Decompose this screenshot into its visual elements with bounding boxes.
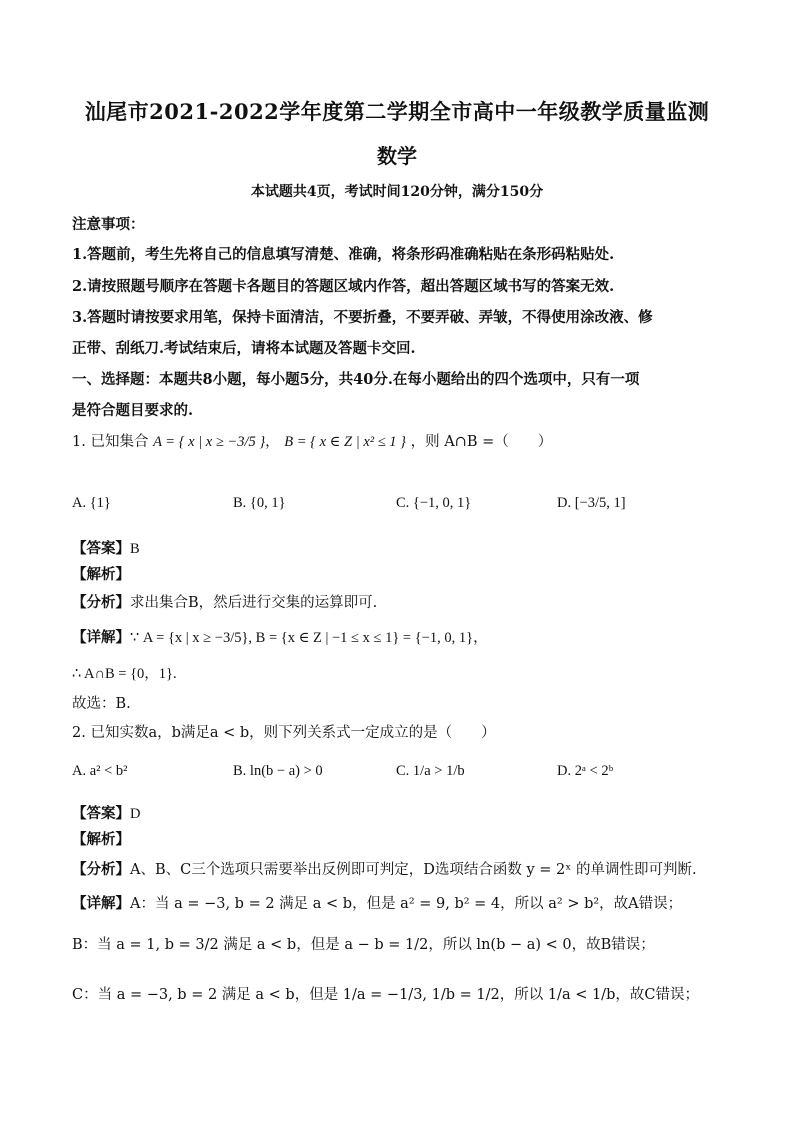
q1-answer-value: B [130, 541, 140, 557]
q1-stem: 1. 已知集合 A = { x | x ≥ −3/5 }， B = { x ∈ Z | x² ≤ 1 } ，则 A∩B =（ ） [72, 434, 553, 450]
q1-option-c: C. {−1, 0, 1} [396, 495, 472, 511]
q2-line-c: C：当 a = −3, b = 2 满足 a < b，但是 1/a = −1/3, 1/b = 1/2，所以 1/a < 1/b，故C错误； [72, 987, 699, 1003]
q2-stem: 2. 已知实数a，b满足a < b，则下列关系式一定成立的是（ ） [72, 725, 496, 741]
q1-fenxi-text: 求出集合B，然后进行交集的运算即可. [130, 595, 378, 611]
q2-xiangjie-tag: 【详解】 [72, 895, 130, 912]
q1-fenxi [72, 591, 377, 612]
q2-xiangjie [72, 892, 682, 913]
q1-ask: ，则 A∩B =（ ） [410, 434, 553, 450]
q1-prefix: 1. 已知集合 [72, 434, 149, 450]
q1-xiangjie [72, 626, 488, 647]
notice-1: 1.答题前，考生先将自己的信息填写清楚、准确，将条形码准确粘贴在条形码粘贴处. [72, 246, 615, 263]
q1-analysis-tag: 【解析】 [72, 566, 130, 583]
q1-fenxi-tag: 【分析】 [72, 594, 130, 611]
q1-conclusion: ∴ A∩B = {0，1}. [72, 666, 177, 682]
q1-choose: 故选：B. [72, 696, 131, 712]
notice-heading: 注意事项： [72, 216, 145, 233]
notice-3-cont: 正带、刮纸刀.考试结束后，请将本试题及答题卡交回. [72, 340, 416, 357]
section-1-heading: 一、选择题：本题共8小题，每小题5分，共40分.在每小题给出的四个选项中，只有一项 [72, 371, 640, 388]
q2-option-b: B. ln(b − a) > 0 [233, 763, 323, 779]
exam-title: 汕尾市2021-2022学年度第二学期全市高中一年级教学质量监测 [84, 99, 710, 124]
q2-option-a: A. a² < b² [72, 763, 128, 779]
notice-2: 2.请按照题号顺序在答题卡各题目的答题区域内作答，超出答题区域书写的答案无效. [72, 278, 615, 295]
q1-xiangjie-tag: 【详解】 [72, 629, 130, 646]
q2-option-c: C. 1/a > 1/b [396, 763, 465, 779]
q2-fenxi-text: A、B、C三个选项只需要举出反例即可判定，D选项结合函数 y = 2ˣ 的单调性即可判断. [130, 862, 697, 878]
q2-fenxi-tag: 【分析】 [72, 861, 130, 878]
q1-answer-tag: 【答案】 [72, 540, 130, 557]
q2-answer-value: D [130, 806, 141, 822]
subject-title: 数学 [377, 144, 417, 168]
q1-xiangjie-text: ∵ A = {x | x ≥ −3/5}, B = {x ∈ Z | −1 ≤ x ≤ 1} = {−1, 0, 1}， [130, 630, 488, 646]
section-1-heading-cont: 是符合题目要求的. [72, 402, 194, 419]
q2-line-b: B：当 a = 1, b = 3/2 满足 a < b，但是 a − b = 1/2，所以 ln(b − a) < 0，故B错误； [72, 937, 655, 953]
exam-info: 本试题共4页，考试时间120分钟，满分150分 [250, 184, 544, 200]
q1-option-b: B. {0, 1} [233, 495, 286, 511]
notice-3: 3.答题时请按要求用笔，保持卡面清洁，不要折叠，不要弄破、弄皱，不得使用涂改液、修 [72, 309, 653, 326]
q1-option-a: A. {1} [72, 495, 111, 511]
q1-answer [72, 537, 140, 558]
q2-answer [72, 802, 140, 823]
q2-analysis-tag: 【解析】 [72, 831, 130, 848]
q2-option-d: D. 2ᵃ < 2ᵇ [557, 763, 614, 779]
q1-option-d: D. [−3/5, 1] [557, 495, 626, 511]
q2-fenxi [72, 858, 697, 879]
q1-set-b: B = { x ∈ Z | x² ≤ 1 } [284, 434, 406, 450]
q1-set-a: A = { x | x ≥ −3/5 } [153, 434, 266, 450]
q2-line-a: A：当 a = −3, b = 2 满足 a < b，但是 a² = 9, b² = 4，所以 a² > b²，故A错误； [130, 896, 683, 912]
q2-answer-tag: 【答案】 [72, 805, 130, 822]
